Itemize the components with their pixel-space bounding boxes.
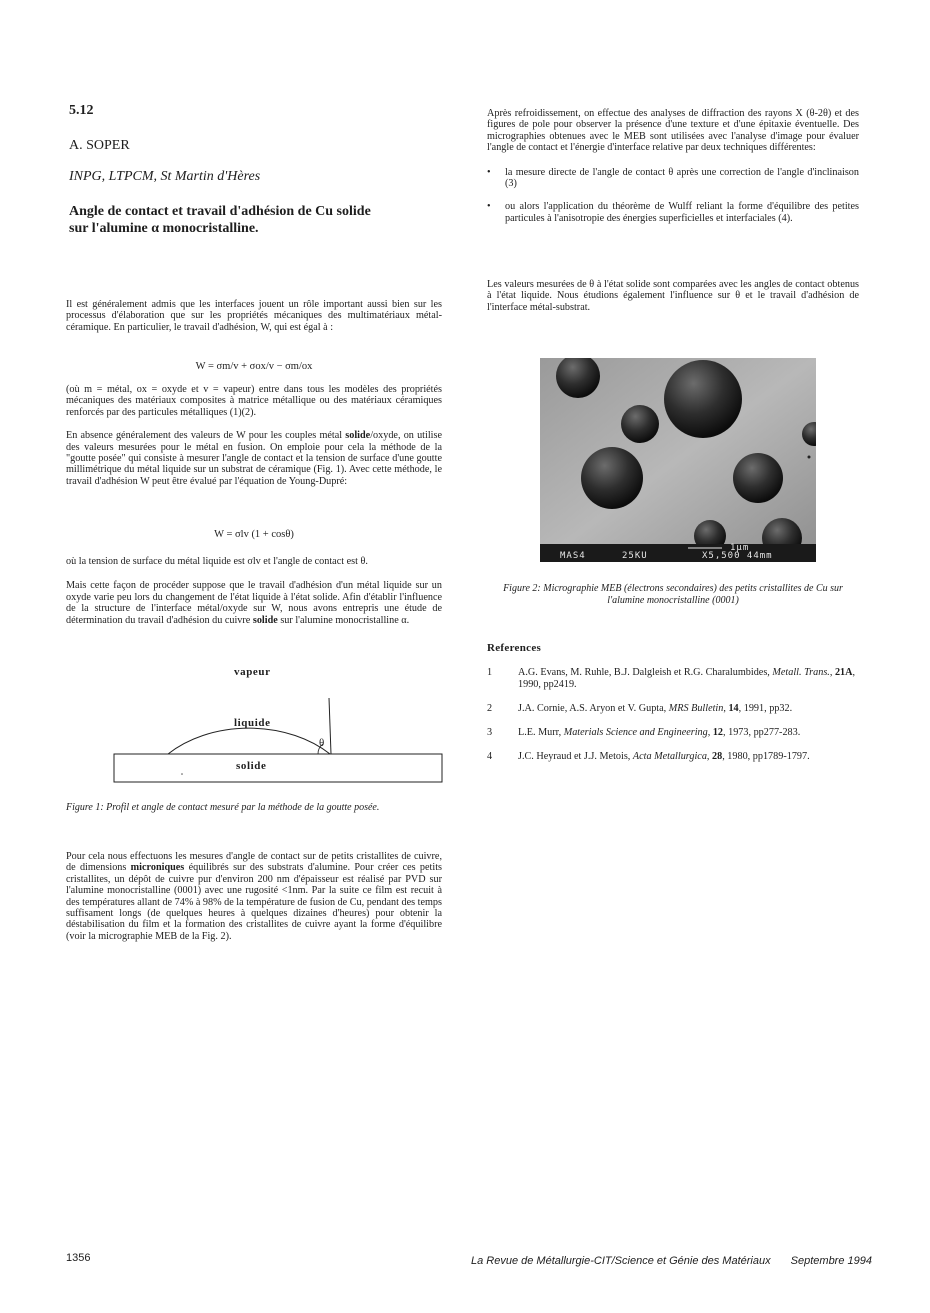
label-solide: solide: [236, 760, 267, 772]
sem-micrograph: [540, 358, 816, 562]
reference-journal: Acta Metallurgica: [632, 751, 707, 762]
affiliation: INPG, LTPCM, St Martin d'Hères: [69, 169, 261, 184]
reference-rest: , 1980, pp1789-1797.: [722, 751, 810, 762]
paper-title-line1: Angle de contact et travail d'adhésion de Cu solide: [69, 204, 371, 219]
crystallite: [581, 447, 643, 509]
bullet-text: ou alors l'application du théorème de Wulff reliant la forme d'équilibre des petites particules à l'anisotropie des énergies superficielles et interfaciales (4).: [505, 201, 859, 224]
bullet-item: [487, 167, 859, 190]
journal-name: La Revue de Métallurgie-CIT/Science et Génie des Matériaux: [471, 1255, 771, 1267]
reference-journal: Materials Science and Engineering: [563, 727, 708, 738]
equation-adhesion-work: W = σm/v + σox/v − σm/ox: [195, 361, 313, 372]
para6-text-a: Pour cela nous effectuons les mesures d'angle de contact sur de petits cristallites de cuivre, de dimensions: [66, 851, 442, 874]
label-vapeur: vapeur: [234, 666, 271, 678]
para6-text-b: équilibrés sur des substrats d'alumine. Pour créer ces petits cristallites, un dépôt de cuivre pur d'environ 200 nm d'épaisseur est réalisé par PVD sur l'alumine monocristalline (0001) avec une rugosité <1nm. Par la suite ce film est recuit à des températures allant de 74% à 98% de la température de fusion de Cu, pendant des temps suffisament longs (de quelques heures à quelques dizaines d'heures) pour obtenir la déstabilisation du film et la formation des cristallites de cuivre ayant la forme d'équilibre (voir la micrographie MEB de la Fig. 2).: [66, 862, 442, 942]
hypothesis-paragraph: [66, 580, 442, 626]
surface-tension-paragraph: où la tension de surface du métal liquide est σlv et l'angle de contact est θ.: [66, 556, 368, 567]
crystallite: [621, 405, 659, 443]
reference-number: 1: [487, 667, 493, 678]
left-text-block-2: [66, 384, 442, 487]
para3-text-b: /oxyde, on utilise des valeurs mesurées pour le métal en fusion. On emploie pour cela la méthode de la "goutte posée" qui consiste à mesurer l'angle de contact et la tension de surface d'une goutte millimétrique du métal liquide sur un substrat de céramique (Fig. 1). Avec cette méthode, le travail d'adhésion W peut être évalué par l'équation de Young-Dupré:: [66, 430, 442, 487]
reference-item: [487, 667, 859, 691]
para5-bold: solide: [252, 614, 278, 626]
reference-volume: 12: [712, 727, 724, 738]
crystallite: [733, 453, 783, 503]
bullet-dot: •: [487, 201, 491, 213]
reference-item: [487, 703, 859, 715]
method-paragraph: [66, 851, 442, 942]
intro-paragraph: Il est généralement admis que les interfaces jouent un rôle important aussi bien sur les processus d'élaboration que sur les propriétés mécaniques des multimatériaux métal-céramique. En particulier, le travail d'adhésion, W, qui est égal à :: [66, 299, 442, 333]
crystallite: [664, 360, 742, 438]
sessile-drop-svg: [110, 662, 446, 784]
reference-item: [487, 727, 859, 739]
sem-micrograph-svg: [540, 358, 816, 562]
para5-text-b: sur l'alumine monocristalline α.: [277, 614, 410, 626]
issue-date: Septembre 1994: [790, 1255, 872, 1267]
reference-number: 4: [487, 751, 493, 762]
crystallite-small: [808, 456, 811, 459]
reference-journal: MRS Bulletin: [668, 703, 724, 714]
bullet-text: la mesure directe de l'angle de contact θ après une correction de l'angle d'inclinaison (3): [505, 166, 859, 190]
sem-info-left: MAS4: [560, 551, 586, 561]
figure2-caption: Figure 2: Micrographie MEB (électrons secondaires) des petits cristallites de Cu sur l'alumine monocristalline (0001): [503, 583, 843, 606]
comparison-paragraph: Les valeurs mesurées de θ à l'état solide sont comparées avec les angles de contact obtenus à l'état liquide. Nous étudions également l'influence sur θ et le travail d'adhésion de l'interface métal-substrat.: [487, 279, 859, 313]
paper-title: [69, 203, 449, 237]
reference-number: 2: [487, 703, 493, 714]
figure1-caption: Figure 1: Profil et angle de contact mesuré par la méthode de la goutte posée.: [66, 802, 380, 813]
drop-profile-arc: [168, 728, 330, 754]
page-number: 1356: [66, 1252, 91, 1264]
reference-authors: L.E. Murr,: [518, 727, 564, 738]
bullet-item: [487, 201, 859, 224]
para3-text-a: En absence généralement des valeurs de W pour les couples métal: [66, 430, 346, 442]
reference-authors: J.A. Cornie, A.S. Aryon et V. Gupta,: [518, 703, 669, 714]
right-text-block-2: [487, 279, 859, 313]
left-text-block-3: [66, 556, 442, 626]
reference-journal: Metall. Trans.: [772, 667, 830, 678]
sem-info-mid: 25KU: [622, 551, 648, 561]
speck: [181, 773, 183, 775]
para6-bold: microniques: [130, 862, 185, 874]
substrate-rect: [114, 754, 442, 782]
reference-authors: A.G. Evans, M. Ruhle, B.J. Dalgleish et R.G. Charalumbides,: [518, 667, 773, 678]
journal-footer: [471, 1255, 872, 1267]
references-list: [487, 667, 859, 775]
reference-number: 3: [487, 727, 493, 738]
reference-volume: 28: [712, 751, 723, 762]
sem-scale-label: 1µm: [730, 543, 750, 553]
definitions-paragraph: (où m = métal, ox = oxyde et v = vapeur) entre dans tous les modèles des propriétés mécaniques des matériaux composites à matrice métallique ou des matériaux céramiques renforcés par des particules métalliques (1)(2).: [66, 384, 442, 418]
reference-rest: , 1991, pp32.: [738, 703, 793, 714]
reference-text: J.C. Heyraud et J.J. Metois, Acta Metallurgica, 28, 1980, pp1789-1797.: [518, 751, 810, 762]
left-text-block-1: [66, 299, 442, 333]
label-liquide: liquide: [234, 717, 271, 729]
reference-authors: J.C. Heyraud et J.J. Metois,: [518, 751, 633, 762]
right-text-block-1: [487, 108, 859, 224]
figure1-diagram: [110, 662, 446, 784]
para5-text-a: Mais cette façon de procéder suppose que le travail d'adhésion d'un métal liquide sur un oxyde varie peu lors du changement de l'état liquide à l'état solide. Afin d'établir l'influence de la structure de l'interface métal/oxyde sur W, nous avons entrepris une étude de détermination du travail d'adhésion du cuivre: [66, 580, 442, 626]
reference-volume: 14: [728, 703, 739, 714]
tangent-line: [329, 698, 331, 754]
reference-text: J.A. Cornie, A.S. Aryon et V. Gupta, MRS Bulletin, 14, 1991, pp32.: [518, 703, 793, 714]
xrd-paragraph: Après refroidissement, on effectue des analyses de diffraction des rayons X (θ-2θ) et des figures de pole pour observer la présence d'une texture et d'une épitaxie éventuelle. Des micrographies obtenues avec le MEB sont utilisées avec l'analyse d'image pour évaluer l'angle de contact et l'énergie d'interface relative par deux techniques différentes:: [487, 108, 859, 154]
label-theta: θ: [319, 737, 325, 749]
reference-rest: , 1973, pp277-283.: [723, 727, 801, 738]
left-text-block-4: [66, 851, 442, 942]
references-heading: References: [487, 642, 542, 654]
bullet-dot: •: [487, 166, 491, 178]
sem-info-right: X5,500 44mm: [702, 551, 773, 561]
reference-item: [487, 751, 859, 763]
equation-young-dupre: W = σlv (1 + cosθ): [214, 529, 294, 540]
sessile-drop-paragraph: [66, 430, 442, 487]
section-number: 5.12: [69, 103, 94, 118]
author: A. SOPER: [69, 138, 130, 153]
para3-bold: solide: [345, 430, 371, 442]
reference-rest: , 1990, pp2419.: [518, 667, 856, 690]
paper-title-line2: sur l'alumine α monocristalline.: [69, 221, 259, 236]
reference-text: L.E. Murr, Materials Science and Engineering, 12, 1973, pp277-283.: [518, 727, 801, 738]
reference-volume: 21A: [834, 667, 853, 678]
reference-text: A.G. Evans, M. Ruhle, B.J. Dalgleish et R.G. Charalumbides, Metall. Trans., 21A, 1990, pp2419.: [518, 667, 856, 690]
